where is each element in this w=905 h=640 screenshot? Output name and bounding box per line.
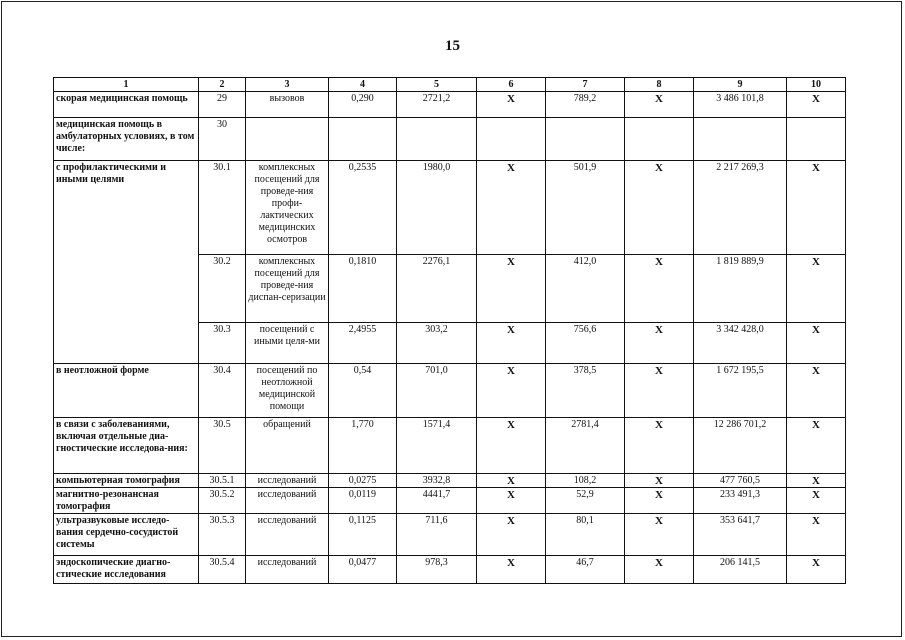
row-col10 [787, 118, 846, 161]
row-col10: X [787, 556, 846, 584]
row-col6: X [477, 323, 546, 364]
row-col9: 1 672 195,5 [694, 364, 787, 418]
header-cell: 7 [546, 78, 625, 92]
row-col10: X [787, 161, 846, 255]
row-col6: X [477, 92, 546, 118]
table-row [54, 364, 846, 418]
row-name: компьютерная томография [54, 474, 199, 488]
row-unit: исследований [246, 488, 329, 514]
row-code: 30 [199, 118, 246, 161]
row-unit: посещений по неотложной медицинской помощи [246, 364, 329, 418]
row-name: ультразвуковые исследо-вания сердечно-сосудистой системы [54, 514, 199, 556]
row-code: 30.5.4 [199, 556, 246, 584]
row-col10: X [787, 92, 846, 118]
row-col6: X [477, 488, 546, 514]
row-col6: X [477, 161, 546, 255]
row-col8: X [625, 418, 694, 474]
row-col6 [477, 118, 546, 161]
table-row [54, 474, 846, 488]
row-col8: X [625, 323, 694, 364]
table-row [54, 418, 846, 474]
row-col4: 0,1810 [329, 255, 397, 323]
row-col4: 0,0119 [329, 488, 397, 514]
row-code: 29 [199, 92, 246, 118]
table-row [54, 161, 846, 255]
table-row [54, 118, 846, 161]
header-cell: 2 [199, 78, 246, 92]
row-unit: исследований [246, 474, 329, 488]
row-col8: X [625, 474, 694, 488]
row-col7: 52,9 [546, 488, 625, 514]
row-col5: 1571,4 [397, 418, 477, 474]
table-row [54, 514, 846, 556]
row-col7: 756,6 [546, 323, 625, 364]
row-col4: 0,290 [329, 92, 397, 118]
row-col7: 2781,4 [546, 418, 625, 474]
row-col8: X [625, 161, 694, 255]
row-col5 [397, 118, 477, 161]
row-col5: 1980,0 [397, 161, 477, 255]
row-code: 30.3 [199, 323, 246, 364]
row-col8 [625, 118, 694, 161]
row-col8: X [625, 556, 694, 584]
row-col4: 0,0477 [329, 556, 397, 584]
row-unit [246, 118, 329, 161]
row-col4: 0,0275 [329, 474, 397, 488]
row-col5: 978,3 [397, 556, 477, 584]
row-col8: X [625, 92, 694, 118]
row-code: 30.5.3 [199, 514, 246, 556]
row-col9: 3 342 428,0 [694, 323, 787, 364]
row-col9: 233 491,3 [694, 488, 787, 514]
row-col5: 4441,7 [397, 488, 477, 514]
header-cell: 10 [787, 78, 846, 92]
row-col9: 353 641,7 [694, 514, 787, 556]
header-cell: 6 [477, 78, 546, 92]
row-unit: вызовов [246, 92, 329, 118]
row-name: скорая медицинская помощь [54, 92, 199, 118]
row-name: с профилактическими и иными целями [54, 161, 199, 364]
row-code: 30.5 [199, 418, 246, 474]
row-col6: X [477, 418, 546, 474]
row-unit: исследований [246, 556, 329, 584]
row-col5: 701,0 [397, 364, 477, 418]
header-row [54, 78, 846, 92]
row-col5: 3932,8 [397, 474, 477, 488]
row-col8: X [625, 255, 694, 323]
page-number: 15 [445, 38, 460, 54]
row-col9: 1 819 889,9 [694, 255, 787, 323]
row-col9 [694, 118, 787, 161]
row-col7: 789,2 [546, 92, 625, 118]
header-cell: 9 [694, 78, 787, 92]
row-col10: X [787, 418, 846, 474]
row-col5: 2276,1 [397, 255, 477, 323]
row-col7: 378,5 [546, 364, 625, 418]
row-code: 30.5.2 [199, 488, 246, 514]
row-col10: X [787, 514, 846, 556]
row-col4: 0,1125 [329, 514, 397, 556]
row-col4: 0,54 [329, 364, 397, 418]
row-col4: 2,4955 [329, 323, 397, 364]
row-col8: X [625, 488, 694, 514]
row-col6: X [477, 556, 546, 584]
row-col10: X [787, 488, 846, 514]
row-unit: комплексных посещений для проведе-ния диспан-серизации [246, 255, 329, 323]
row-col9: 3 486 101,8 [694, 92, 787, 118]
row-col4: 0,2535 [329, 161, 397, 255]
row-col10: X [787, 255, 846, 323]
table-row [54, 556, 846, 584]
row-unit: комплексных посещений для проведе-ния профи-лактических медицинских осмотров [246, 161, 329, 255]
row-col7: 80,1 [546, 514, 625, 556]
row-col6: X [477, 255, 546, 323]
row-name: эндоскопические диагно-стические исследования [54, 556, 199, 584]
row-col7: 108,2 [546, 474, 625, 488]
row-name: в неотложной форме [54, 364, 199, 418]
row-unit: обращений [246, 418, 329, 474]
row-col7: 46,7 [546, 556, 625, 584]
row-name: магнитно-резонансная томография [54, 488, 199, 514]
row-col10: X [787, 474, 846, 488]
row-col8: X [625, 514, 694, 556]
row-col7 [546, 118, 625, 161]
table-row [54, 92, 846, 118]
row-col9: 206 141,5 [694, 556, 787, 584]
row-col5: 2721,2 [397, 92, 477, 118]
row-col6: X [477, 514, 546, 556]
data-table [53, 77, 846, 584]
row-col4 [329, 118, 397, 161]
header-cell: 5 [397, 78, 477, 92]
row-name: в связи с заболеваниями, включая отдельные диа-гностические исследова-ния: [54, 418, 199, 474]
header-cell: 3 [246, 78, 329, 92]
row-code: 30.4 [199, 364, 246, 418]
row-col9: 2 217 269,3 [694, 161, 787, 255]
table-row [54, 488, 846, 514]
row-col10: X [787, 323, 846, 364]
header-cell: 4 [329, 78, 397, 92]
row-col6: X [477, 474, 546, 488]
row-col9: 477 760,5 [694, 474, 787, 488]
header-cell: 8 [625, 78, 694, 92]
row-col5: 711,6 [397, 514, 477, 556]
row-col10: X [787, 364, 846, 418]
row-col6: X [477, 364, 546, 418]
row-col5: 303,2 [397, 323, 477, 364]
row-unit: посещений с иными целя-ми [246, 323, 329, 364]
header-cell: 1 [54, 78, 199, 92]
row-col9: 12 286 701,2 [694, 418, 787, 474]
row-unit: исследований [246, 514, 329, 556]
row-code: 30.1 [199, 161, 246, 255]
row-col4: 1,770 [329, 418, 397, 474]
row-name: медицинская помощь в амбулаторных условиях, в том числе: [54, 118, 199, 161]
row-code: 30.2 [199, 255, 246, 323]
row-col7: 412,0 [546, 255, 625, 323]
row-code: 30.5.1 [199, 474, 246, 488]
row-col8: X [625, 364, 694, 418]
row-col7: 501,9 [546, 161, 625, 255]
